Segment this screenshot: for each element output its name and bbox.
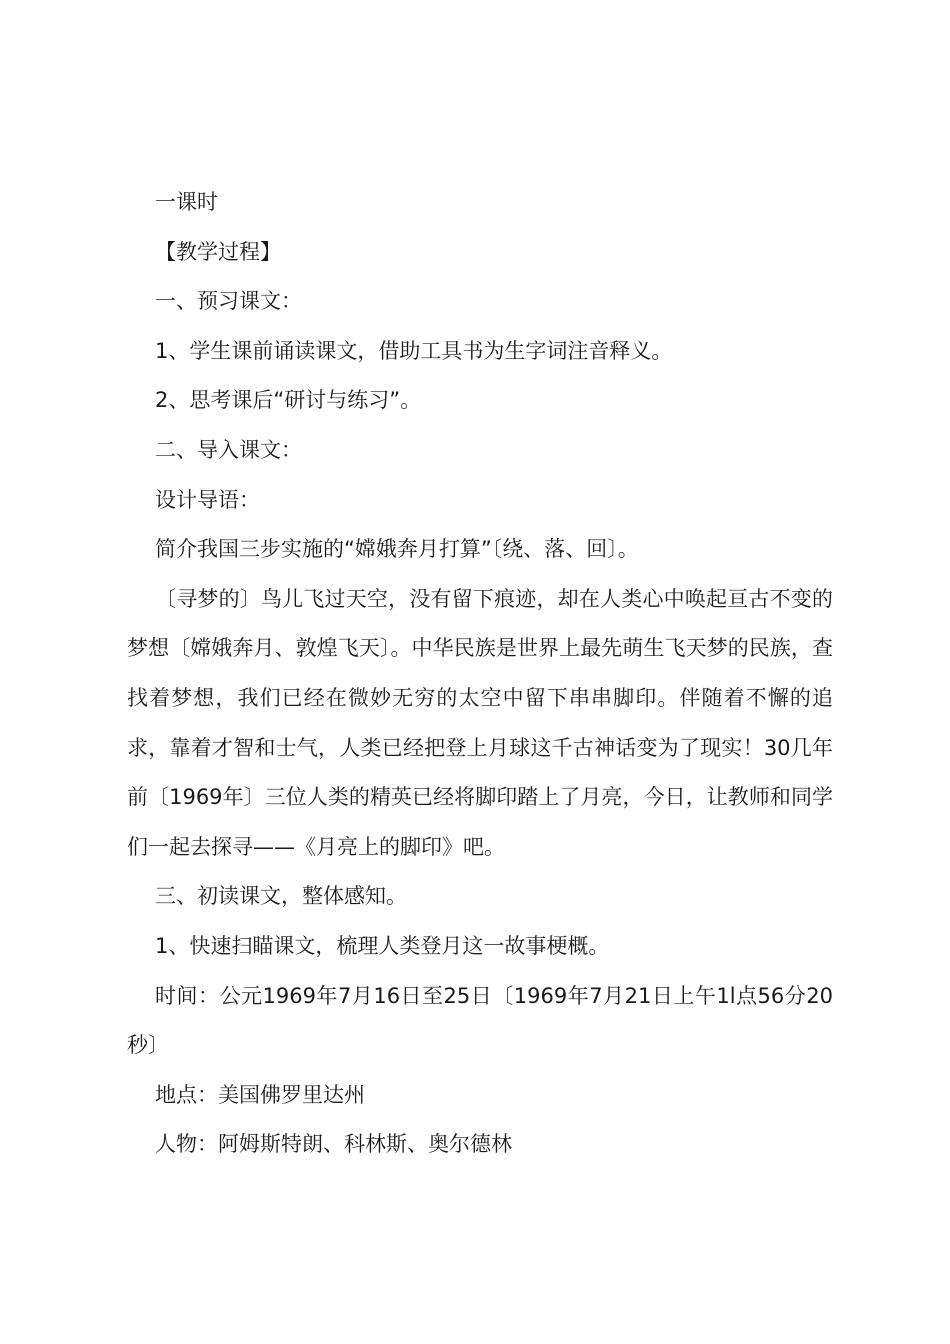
teaching-process-heading: 【教学过程】 bbox=[155, 239, 281, 264]
location-line: 地点：美国佛罗里达州 bbox=[155, 1082, 365, 1107]
document-body bbox=[127, 178, 833, 1170]
design-intro-label: 设计导语： bbox=[155, 487, 260, 512]
section-introduction-heading: 二、导入课文： bbox=[155, 437, 302, 462]
lesson-period: 一课时 bbox=[155, 190, 218, 214]
first-reading-item-1: 1、快速扫瞄课文，梳理人类登月这一故事梗概。 bbox=[155, 933, 610, 958]
preview-item-1: 1、学生课前诵读课文，借助工具书为生字词注音释义。 bbox=[155, 338, 673, 363]
chang-e-plan-paragraph: 简介我国三步实施的“嫦娥奔月打算”〔绕、落、回〕。 bbox=[155, 537, 639, 562]
people-line: 人物：阿姆斯特朗、科林斯、奥尔德林 bbox=[155, 1132, 512, 1157]
section-preview-heading: 一、预习课文： bbox=[155, 289, 302, 314]
dream-paragraph: 〔寻梦的〕鸟儿飞过天空，没有留下痕迹，却在人类心中唤起亘古不变的梦想〔嫦娥奔月、敦煌飞天〕。中华民族是世界上最先萌生飞天梦的民族，查找着梦想，我们已经在微妙无穷的太空中留下串串脚印。伴随着不懈的追求，靠着才智和士气，人类已经把登上月球这千古神话变为了现实！30几年前〔1969年〕三位人类的精英已经将脚印踏上了月亮，今日，让教师和同学们一起去探寻——《月亮上的脚印》吧。 bbox=[127, 586, 833, 859]
preview-item-2: 2、思考课后“研讨与练习”。 bbox=[155, 388, 422, 413]
time-line: 时间：公元1969年7月16日至25日〔1969年7月21日上午1l点56分20秒〕 bbox=[127, 983, 833, 1058]
section-first-reading-heading: 三、初读课文，整体感知。 bbox=[155, 884, 407, 909]
